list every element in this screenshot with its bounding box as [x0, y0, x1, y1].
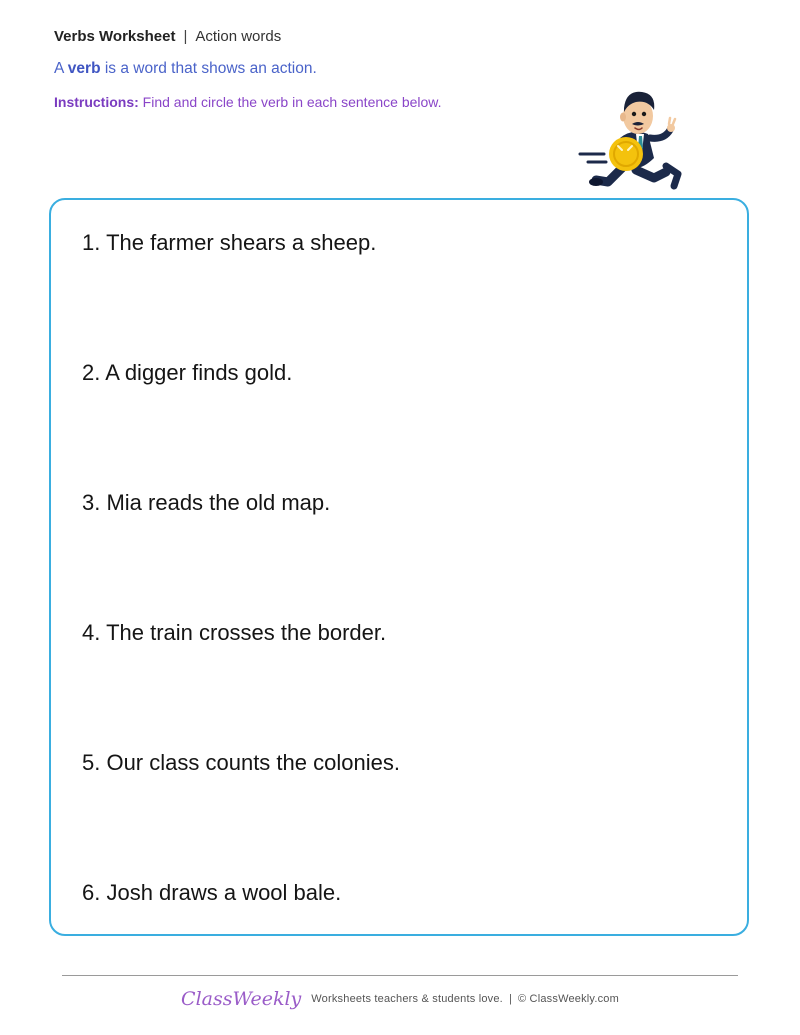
worksheet-subtitle: Action words	[195, 28, 282, 45]
sentence-5[interactable]: 5. Our class counts the colonies.	[82, 750, 400, 775]
running-man-mascot-icon	[574, 82, 698, 198]
worksheet-header	[54, 26, 281, 48]
sentence-2[interactable]: 2. A digger finds gold.	[82, 360, 293, 385]
sentences-box	[49, 198, 749, 936]
definition-suffix: is a word that shows an action.	[100, 60, 317, 77]
instructions	[54, 92, 442, 112]
sentence-1[interactable]: 1. The farmer shears a sheep.	[82, 230, 377, 255]
definition-keyword: verb	[67, 60, 101, 77]
verb-definition	[54, 58, 317, 80]
instructions-text: Find and circle the verb in each sentence below.	[138, 94, 442, 110]
sentence-6[interactable]: 6. Josh draws a wool bale.	[82, 880, 342, 905]
definition-prefix: A	[54, 60, 68, 77]
footer-copyright: © ClassWeekly.com	[518, 993, 619, 1005]
footer-separator: |	[508, 993, 512, 1005]
header-separator: |	[183, 28, 188, 45]
footer	[0, 988, 800, 1010]
sentence-3[interactable]: 3. Mia reads the old map.	[82, 490, 331, 515]
brand-logo: ClassWeekly	[181, 988, 302, 1010]
worksheet-title: Verbs Worksheet	[54, 28, 176, 45]
sentence-4[interactable]: 4. The train crosses the border.	[82, 620, 387, 645]
instructions-label: Instructions:	[54, 94, 139, 110]
footer-divider	[62, 975, 738, 976]
footer-tagline-text: Worksheets teachers & students love.	[311, 993, 503, 1005]
footer-tagline	[311, 993, 619, 1005]
